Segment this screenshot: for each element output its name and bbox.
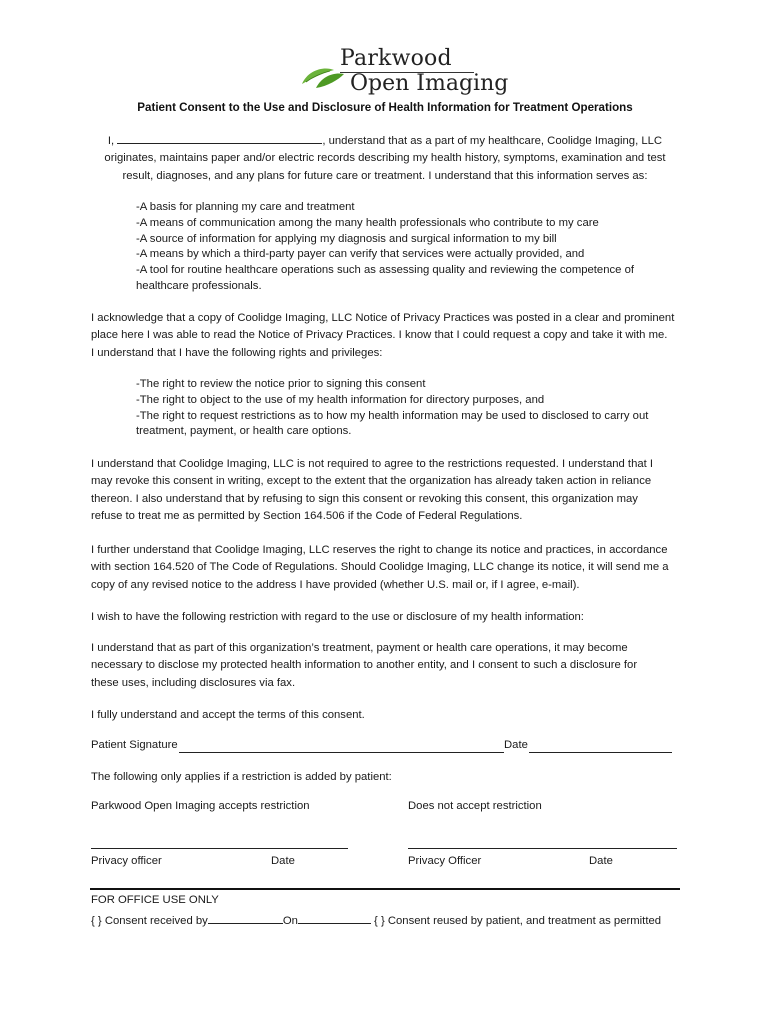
purposes-list (136, 200, 634, 295)
signature-date-label: Date (504, 739, 528, 751)
list-item: -A tool for routine healthcare operations such as assessing quality and reviewing the competence of (136, 264, 634, 277)
list-item: -The right to review the notice prior to signing this consent (136, 378, 426, 390)
intro-line2: originates, maintains paper and/or electric records describing my health history, symptoms, examination and test (104, 152, 666, 165)
text-line: may revoke this consent in writing, except to the extent that the organization has already taken action in reliance (91, 475, 652, 488)
accepts-restriction-label: Parkwood Open Imaging accepts restriction (91, 800, 310, 812)
privacy-officer-left-date-label: Date (271, 855, 295, 867)
text-line: I understand that I have the following rights and privileges: (91, 346, 383, 359)
patient-name-field[interactable] (117, 132, 322, 144)
privacy-officer-right-label: Privacy Officer (408, 855, 482, 867)
restriction-wish: I wish to have the following restriction with regard to the use or disclosure of my health information: (91, 611, 584, 623)
logo-line1: Parkwood (340, 46, 452, 71)
consent-received-label: { } Consent received by (91, 915, 208, 927)
list-item: treatment, payment, or health care options. (136, 425, 352, 438)
intro-line1 (0, 132, 770, 150)
received-by-field[interactable] (208, 912, 283, 924)
intro-rest: , understand that as a part of my healthcare, Coolidge Imaging, LLC (322, 135, 663, 147)
intro-paragraph (0, 132, 770, 185)
office-use-heading: FOR OFFICE USE ONLY (91, 894, 219, 906)
text-line: place here I was able to read the Notice of Privacy Practices. I know that I could request a copy and take it with me. (91, 329, 668, 342)
intro-line3: result, diagnoses, and any plans for future care or treatment. I understand that this information serves as: (122, 169, 648, 182)
received-on-field[interactable] (298, 912, 371, 924)
text-line: thereon. I also understand that by refusing to sign this consent or revoking this consent, this organization may (91, 492, 638, 505)
list-item: -A means of communication among the many health professionals who contribute to my care (136, 216, 599, 229)
list-item: -A source of information for applying my diagnosis and surgical information to my bill (136, 232, 557, 245)
privacy-officer-right-signature-field[interactable] (408, 848, 677, 849)
accept-statement: I fully understand and accept the terms of this consent. (91, 709, 365, 721)
text-line: these uses, including disclosures via fax. (91, 676, 296, 689)
text-line: copy of any revised notice to the address I have provided (whether U.S. mail or, if I agree, e-mail). (91, 578, 580, 591)
text-line: with section 164.520 of The Code of Regulations. Should Coolidge Imaging, LLC change its notice, it will send me a (91, 561, 669, 574)
list-item: -A means by which a third-party payer can verify that services were actually provided, and (136, 248, 585, 261)
applies-note: The following only applies if a restriction is added by patient: (91, 771, 392, 783)
privacy-officer-right-date-label: Date (589, 855, 613, 867)
privacy-officer-left-label: Privacy officer (91, 855, 162, 867)
office-use-line (91, 912, 661, 927)
office-divider (90, 888, 680, 890)
logo-line2: Open Imaging (350, 71, 509, 96)
consent-reused-label: { } Consent reused by patient, and treatment as permitted (374, 915, 662, 927)
signature-date-field[interactable] (529, 752, 672, 753)
text-line: necessary to disclose my protected health information to another entity, and I consent to such a disclosure for (91, 659, 638, 672)
page-title: Patient Consent to the Use and Disclosure of Health Information for Treatment Operations (137, 101, 633, 114)
changes-paragraph (91, 542, 669, 594)
text-line: I further understand that Coolidge Imaging, LLC reserves the right to change its notice and practices, in accordance (91, 544, 668, 556)
list-item: healthcare professionals. (136, 279, 262, 292)
text-line: refuse to treat me as permitted by Section 164.506 if the Code of Federal Regulations. (91, 509, 523, 522)
text-line: I understand that Coolidge Imaging, LLC is not required to agree to the restrictions requested. I understand that I (91, 458, 654, 470)
not-accept-restriction-label: Does not accept restriction (408, 800, 542, 812)
list-item: -The right to object to the use of my health information for directory purposes, and (136, 393, 545, 406)
privacy-officer-left-signature-field[interactable] (91, 848, 348, 849)
revoke-paragraph (91, 456, 653, 525)
rights-list (136, 377, 648, 440)
text-line: I understand that as part of this organization’s treatment, payment or health care operations, it may become (91, 642, 628, 654)
logo (300, 46, 509, 106)
list-item: -The right to request restrictions as to how my health information may be used to disclosed to carry out (136, 409, 649, 422)
list-item: -A basis for planning my care and treatment (136, 201, 355, 213)
intro-prefix: I, (107, 135, 115, 147)
disclosure-paragraph (91, 640, 637, 692)
text-line: I acknowledge that a copy of Coolidge Imaging, LLC Notice of Privacy Practices was posted in a clear and prominent (91, 312, 675, 324)
patient-signature-label: Patient Signature (91, 739, 178, 751)
acknowledge-paragraph (91, 310, 674, 362)
on-label: On (282, 915, 298, 927)
patient-signature-field[interactable] (179, 752, 504, 753)
